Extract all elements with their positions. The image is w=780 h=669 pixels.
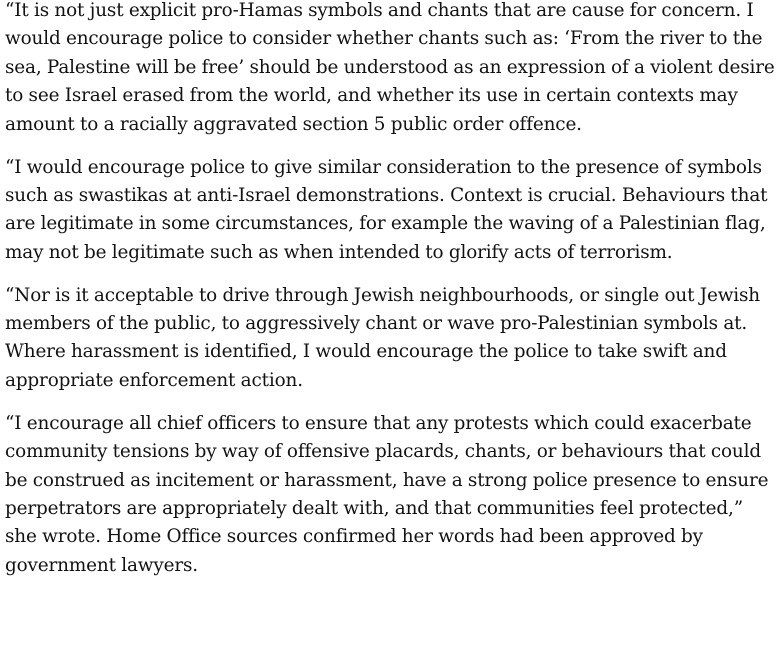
article-paragraph: “It is not just explicit pro-Hamas symbols and chants that are cause for concern. I would encourage police to consider whether chants such as: ‘From the river to the sea, Palestine will be free’ should be understood as an expression of a violent desire to see Israel erased from the world, and whether its use in certain contexts may amount to a racially aggravated section 5 public order offence. [5, 0, 775, 135]
article-body [5, 0, 777, 595]
article-paragraph: “I would encourage police to give similar consideration to the presence of symbols such as swastikas at anti-Israel demonstrations. Context is crucial. Behaviours that are legitimate in some circumstances, for example the waving of a Palestinian flag, may not be legitimate such as when intended to glorify acts of terrorism. [5, 156, 768, 263]
article-paragraph: “I encourage all chief officers to ensure that any protests which could exacerbate community tensions by way of offensive placards, chants, or behaviours that could be construed as incitement or harassment, have a strong police presence to ensure perpetrators are appropriately dealt with, and that communities feel protected,” she wrote. Home Office sources confirmed her words had been approved by government lawyers. [5, 412, 769, 576]
article-paragraph: “Nor is it acceptable to drive through Jewish neighbourhoods, or single out Jewish members of the public, to aggressively chant or wave pro-Palestinian symbols at. Where harassment is identified, I would encourage the police to take swift and appropriate enforcement action. [5, 284, 760, 391]
